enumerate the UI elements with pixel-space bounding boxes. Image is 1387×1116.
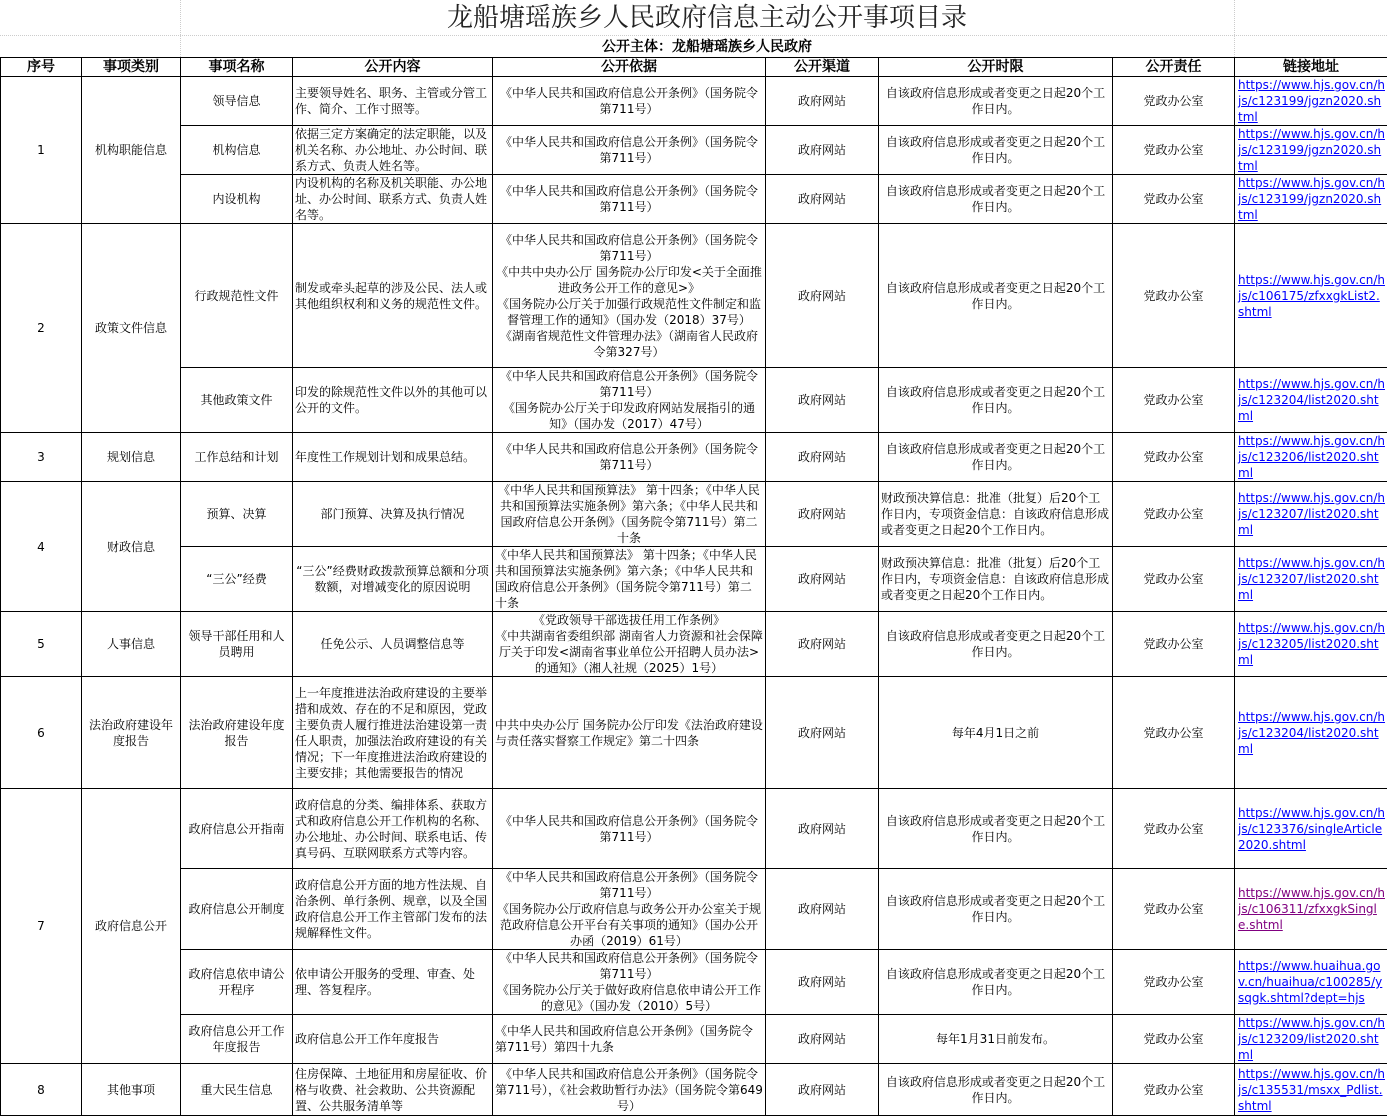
item-responsibility: 党政办公室 [1113,789,1235,869]
item-content: 住房保障、土地征用和房屋征收、价格与收费、社会救助、公共资源配置、公共服务清单等 [293,1064,493,1116]
item-channel: 政府网站 [766,677,879,789]
basis-document: 《中华人民共和国政府信息公开条例》（国务院令第711号） [495,183,763,215]
item-category: 机构职能信息 [82,77,181,224]
item-link[interactable]: https://www.huaihua.gov.cn/huaihua/c100285/ysqgk.shtml?dept=hjs [1238,959,1382,1005]
item-category: 政府信息公开 [82,789,181,1064]
item-channel: 政府网站 [766,175,879,224]
row-number: 1 [1,77,82,224]
item-content: 内设机构的名称及机关职能、办公地址、办公时间、联系方式、负责人姓名等。 [293,175,493,224]
header-basis: 公开依据 [493,58,766,77]
row-number: 3 [1,433,82,482]
basis-document: 《中华人民共和国政府信息公开条例》（国务院令第711号） [495,869,763,901]
table-row [1,126,1387,175]
item-link-cell [1235,482,1387,547]
item-content: 政府信息公开工作年度报告 [293,1015,493,1064]
item-time-limit: 财政预决算信息：批准（批复）后20个工作日内，专项资金信息：自该政府信息形成或者变更之日起20个工作日内。 [879,547,1113,612]
subtitle-row [0,36,1387,57]
gridline [1234,36,1235,57]
row-number: 4 [1,482,82,612]
item-link-cell [1235,433,1387,482]
basis-document: 《国务院办公厅政府信息与政务公开办公室关于规范政府信息公开平台有关事项的通知》（国办公开办函（2019）61号） [495,901,763,949]
item-time-limit: 自该政府信息形成或者变更之日起20个工作日内。 [879,77,1113,126]
table-row [1,1015,1387,1064]
basis-document: 《中华人民共和国政府信息公开条例》（国务院令第711号） [495,232,763,264]
basis-document: 《国务院办公厅关于加强行政规范性文件制定和监督管理工作的通知》（国办发（2018）37号） [495,296,763,328]
item-responsibility: 党政办公室 [1113,950,1235,1015]
item-channel: 政府网站 [766,1015,879,1064]
row-number: 8 [1,1064,82,1116]
basis-document: 《中共中央办公厅 国务院办公厅印发<关于全面推进政务公开工作的意见>》 [495,264,763,296]
header-content: 公开内容 [293,58,493,77]
basis-document: 《党政领导干部选拔任用工作条例》 [495,612,763,628]
item-category: 法治政府建设年度报告 [82,677,181,789]
item-link[interactable]: https://www.hjs.gov.cn/hjs/c123204/list2020.shtml [1238,710,1385,756]
item-channel: 政府网站 [766,224,879,368]
item-time-limit: 自该政府信息形成或者变更之日起20个工作日内。 [879,612,1113,677]
item-responsibility: 党政办公室 [1113,547,1235,612]
header-limit: 公开时限 [879,58,1113,77]
item-category: 规划信息 [82,433,181,482]
item-time-limit: 自该政府信息形成或者变更之日起20个工作日内。 [879,368,1113,433]
item-basis [493,869,766,950]
item-responsibility: 党政办公室 [1113,1015,1235,1064]
item-channel: 政府网站 [766,950,879,1015]
item-basis [493,77,766,126]
item-channel: 政府网站 [766,368,879,433]
table-row [1,677,1387,789]
item-content: 依申请公开服务的受理、审查、处理、答复程序。 [293,950,493,1015]
table-row [1,175,1387,224]
header-name: 事项名称 [181,58,293,77]
basis-document: 《中华人民共和国政府信息公开条例》（国务院令第711号） [495,85,763,117]
item-content: 政府信息的分类、编排体系、获取方式和政府信息公开工作机构的名称、办公地址、办公时间、联系电话、传真号码、互联网联系方式等内容。 [293,789,493,869]
item-link[interactable]: https://www.hjs.gov.cn/hjs/c123204/list2020.shtml [1238,377,1385,423]
item-category: 人事信息 [82,612,181,677]
item-time-limit: 自该政府信息形成或者变更之日起20个工作日内。 [879,126,1113,175]
item-time-limit: 自该政府信息形成或者变更之日起20个工作日内。 [879,950,1113,1015]
row-number: 5 [1,612,82,677]
item-channel: 政府网站 [766,433,879,482]
basis-document: 《中华人民共和国政府信息公开条例》（国务院令第711号） [495,813,763,845]
subtitle: 公开主体：龙船塘瑶族乡人民政府 [180,38,1234,56]
item-name: 工作总结和计划 [181,433,293,482]
item-basis [493,1015,766,1064]
item-responsibility: 党政办公室 [1113,175,1235,224]
item-link[interactable]: https://www.hjs.gov.cn/hjs/c123376/singleArticle2020.shtml [1238,806,1385,852]
item-name: 预算、决算 [181,482,293,547]
table-row [1,869,1387,950]
item-channel: 政府网站 [766,482,879,547]
item-content: 上一年度推进法治政府建设的主要举措和成效、存在的不足和原因，党政主要负责人履行推进法治建设第一责任人职责，加强法治政府建设的有关情况；下一年度推进法治政府建设的主要安排；其他需要报告的情况 [293,677,493,789]
item-name: 机构信息 [181,126,293,175]
item-basis [493,368,766,433]
item-name: 其他政策文件 [181,368,293,433]
item-content: 印发的除规范性文件以外的其他可以公开的文件。 [293,368,493,433]
item-channel: 政府网站 [766,1064,879,1116]
title-row [0,0,1387,36]
item-time-limit: 自该政府信息形成或者变更之日起20个工作日内。 [879,789,1113,869]
item-channel: 政府网站 [766,612,879,677]
item-link[interactable]: https://www.hjs.gov.cn/hjs/c123206/list2020.shtml [1238,434,1385,480]
basis-document: 中共中央办公厅 国务院办公厅印发《法治政府建设与责任落实督察工作规定》第二十四条 [495,717,763,749]
item-content: 主要领导姓名、职务、主管或分管工作、简介、工作寸照等。 [293,77,493,126]
item-link[interactable]: https://www.hjs.gov.cn/hjs/c123199/jgzn2020.shtml [1238,176,1385,222]
item-link[interactable]: https://www.hjs.gov.cn/hjs/c123207/list2020.shtml [1238,556,1385,602]
item-content: 部门预算、决算及执行情况 [293,482,493,547]
item-link-cell [1235,77,1387,126]
item-name: 政府信息公开指南 [181,789,293,869]
item-basis [493,612,766,677]
item-link-cell [1235,547,1387,612]
item-link-cell [1235,950,1387,1015]
item-basis [493,677,766,789]
item-category: 财政信息 [82,482,181,612]
item-link-cell [1235,1064,1387,1116]
basis-document: 《中华人民共和国政府信息公开条例》（国务院令第711号） [495,134,763,166]
table-row [1,547,1387,612]
item-channel: 政府网站 [766,789,879,869]
table-row [1,612,1387,677]
item-content: “三公”经费财政拨款预算总额和分项数额，对增减变化的原因说明 [293,547,493,612]
item-time-limit: 自该政府信息形成或者变更之日起20个工作日内。 [879,224,1113,368]
header-link: 链接地址 [1235,58,1387,77]
item-name: “三公”经费 [181,547,293,612]
item-responsibility: 党政办公室 [1113,224,1235,368]
item-name: 行政规范性文件 [181,224,293,368]
item-link-cell [1235,368,1387,433]
item-name: 政府信息公开工作年度报告 [181,1015,293,1064]
item-basis [493,482,766,547]
basis-document: 《国务院办公厅关于做好政府信息依申请公开工作的意见》（国办发（2010）5号） [495,982,763,1014]
basis-document: 《中华人民共和国预算法》 第十四条；《中华人民共和国预算法实施条例》第六条；《中华人民共和国政府信息公开条例》（国务院令第711号）第二十条 [495,547,763,611]
item-channel: 政府网站 [766,869,879,950]
item-link-cell [1235,1015,1387,1064]
row-number: 6 [1,677,82,789]
item-time-limit: 自该政府信息形成或者变更之日起20个工作日内。 [879,175,1113,224]
basis-document: 《国务院办公厅关于印发政府网站发展指引的通知》（国办发（2017）47号） [495,400,763,432]
item-content: 依据三定方案确定的法定职能，以及机关名称、办公地址、办公时间、联系方式、负责人姓名等。 [293,126,493,175]
item-basis [493,126,766,175]
basis-document: 《中华人民共和国政府信息公开条例》（国务院令第711号） [495,441,763,473]
row-number: 7 [1,789,82,1064]
item-link[interactable]: https://www.hjs.gov.cn/hjs/c123199/jgzn2020.shtml [1238,127,1385,173]
item-content: 政府信息公开方面的地方性法规、自治条例、单行条例、规章，以及全国政府信息公开工作主管部门发布的法规解释性文件。 [293,869,493,950]
item-time-limit: 财政预决算信息：批准（批复）后20个工作日内，专项资金信息：自该政府信息形成或者变更之日起20个工作日内。 [879,482,1113,547]
item-basis [493,950,766,1015]
item-responsibility: 党政办公室 [1113,77,1235,126]
item-name: 政府信息公开制度 [181,869,293,950]
item-basis [493,224,766,368]
table-row [1,482,1387,547]
basis-document: 《中华人民共和国政府信息公开条例》（国务院令第711号）第四十九条 [495,1023,763,1055]
item-responsibility: 党政办公室 [1113,482,1235,547]
item-link[interactable]: https://www.hjs.gov.cn/hjs/c123209/list2020.shtml [1238,1016,1385,1062]
basis-document: 《中华人民共和国政府信息公开条例》（国务院令第711号） [495,368,763,400]
item-basis [493,175,766,224]
header-responsibility: 公开责任 [1113,58,1235,77]
basis-document: 《中华人民共和国预算法》 第十四条；《中华人民共和国预算法实施条例》第六条；《中华人民共和国政府信息公开条例》（国务院令第711号）第二十条 [495,482,763,546]
item-link-cell [1235,612,1387,677]
row-number: 2 [1,224,82,433]
item-content: 任免公示、人员调整信息等 [293,612,493,677]
item-time-limit: 自该政府信息形成或者变更之日起20个工作日内。 [879,1064,1113,1116]
item-link-cell [1235,175,1387,224]
basis-document: 《中华人民共和国政府信息公开条例》（国务院令第711号） [495,950,763,982]
item-link[interactable]: https://www.hjs.gov.cn/hjs/c123205/list2020.shtml [1238,621,1385,667]
item-channel: 政府网站 [766,547,879,612]
table-row [1,224,1387,368]
item-time-limit: 自该政府信息形成或者变更之日起20个工作日内。 [879,433,1113,482]
table-row [1,1064,1387,1116]
item-link-cell [1235,224,1387,368]
header-category: 事项类别 [82,58,181,77]
item-link[interactable]: https://www.hjs.gov.cn/hjs/c123207/list2020.shtml [1238,491,1385,537]
item-responsibility: 党政办公室 [1113,612,1235,677]
item-responsibility: 党政办公室 [1113,869,1235,950]
item-responsibility: 党政办公室 [1113,126,1235,175]
table-row [1,950,1387,1015]
item-category: 政策文件信息 [82,224,181,433]
item-time-limit: 自该政府信息形成或者变更之日起20个工作日内。 [879,869,1113,950]
item-link-cell [1235,677,1387,789]
item-time-limit: 每年4月1日之前 [879,677,1113,789]
basis-document: 《中共湖南省委组织部 湖南省人力资源和社会保障厅关于印发<湖南省事业单位公开招聘人员办法>的通知》（湘人社规（2025）1号） [495,628,763,676]
item-basis [493,433,766,482]
item-responsibility: 党政办公室 [1113,368,1235,433]
item-link-cell [1235,126,1387,175]
item-content: 制发或牵头起草的涉及公民、法人或其他组织权利和义务的规范性文件。 [293,224,493,368]
item-name: 领导信息 [181,77,293,126]
item-basis [493,789,766,869]
header-row [1,58,1387,77]
table-row [1,433,1387,482]
table-row [1,368,1387,433]
item-link-cell [1235,869,1387,950]
page-title: 龙船塘瑶族乡人民政府信息主动公开事项目录 [180,2,1234,34]
item-name: 法治政府建设年度报告 [181,677,293,789]
item-link[interactable]: https://www.hjs.gov.cn/hjs/c106175/zfxxgkList2.shtml [1238,273,1385,319]
item-category: 其他事项 [82,1064,181,1116]
table-row [1,77,1387,126]
basis-document: 《中华人民共和国政府信息公开条例》（国务院令第711号），《社会救助暂行办法》（国务院令第649号） [495,1066,763,1114]
item-channel: 政府网站 [766,126,879,175]
item-responsibility: 党政办公室 [1113,1064,1235,1116]
header-channel: 公开渠道 [766,58,879,77]
item-basis [493,547,766,612]
gridline [1234,0,1235,35]
item-name: 领导干部任用和人员聘用 [181,612,293,677]
item-basis [493,1064,766,1116]
item-responsibility: 党政办公室 [1113,677,1235,789]
item-link[interactable]: https://www.hjs.gov.cn/hjs/c135531/msxx_Pdlist.shtml [1238,1067,1385,1113]
item-responsibility: 党政办公室 [1113,433,1235,482]
catalog-table [0,57,1387,1116]
table-row [1,789,1387,869]
item-name: 重大民生信息 [181,1064,293,1116]
header-no: 序号 [1,58,82,77]
item-time-limit: 每年1月31日前发布。 [879,1015,1113,1064]
item-link[interactable]: https://www.hjs.gov.cn/hjs/c106311/zfxxgkSingle.shtml [1238,886,1385,932]
item-name: 内设机构 [181,175,293,224]
basis-document: 《湖南省规范性文件管理办法》（湖南省人民政府令第327号） [495,328,763,360]
item-name: 政府信息依申请公开程序 [181,950,293,1015]
item-link-cell [1235,789,1387,869]
item-content: 年度性工作规划计划和成果总结。 [293,433,493,482]
item-link[interactable]: https://www.hjs.gov.cn/hjs/c123199/jgzn2020.shtml [1238,78,1385,124]
item-channel: 政府网站 [766,77,879,126]
